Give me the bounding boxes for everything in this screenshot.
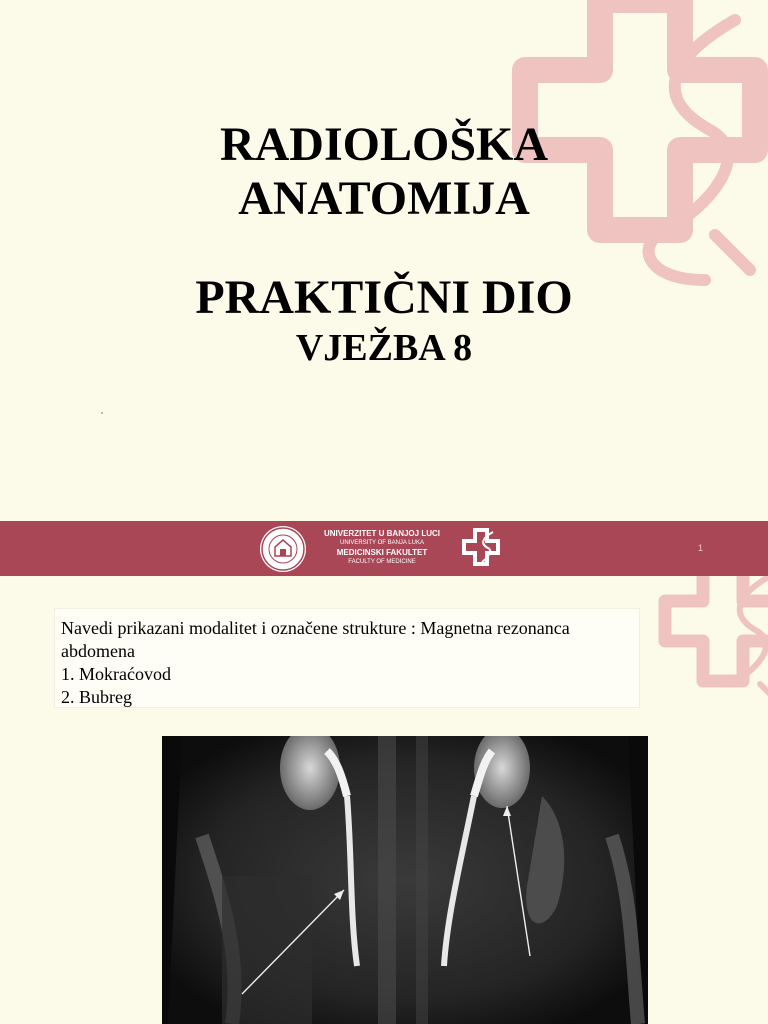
subtitle: PRAKTIČNI DIO	[195, 271, 573, 324]
title-line-1: RADIOLOŠKA	[219, 118, 549, 171]
university-name-en: UNIVERSITY OF BANJA LUKA	[340, 540, 424, 546]
question-text: Navedi prikazani modalitet i označene strukture : Magnetna rezonanca abdomena	[61, 618, 570, 661]
main-title	[0, 118, 768, 226]
question-box	[54, 608, 640, 708]
stray-mark	[101, 412, 103, 414]
answer-item-1: 1. Mokraćovod	[61, 664, 171, 684]
university-wordmark	[322, 529, 442, 567]
content-slide	[0, 576, 768, 1024]
faculty-name-en: FACULTY OF MEDICINE	[348, 559, 416, 565]
university-seal-icon	[259, 525, 307, 573]
medical-cross-logo-icon	[655, 576, 768, 716]
page-number: 1	[698, 543, 704, 553]
faculty-name: MEDICINSKI FAKULTET	[336, 548, 428, 557]
exercise-label: VJEŽBA 8	[295, 327, 473, 369]
university-name: UNIVERZITET U BANJOJ LUCI	[323, 529, 440, 538]
answer-item-2: 2. Bubreg	[61, 687, 132, 707]
title-line-2: ANATOMIJA	[238, 172, 530, 225]
faculty-cross-icon	[460, 526, 502, 570]
mri-abdomen-image	[162, 736, 648, 1024]
